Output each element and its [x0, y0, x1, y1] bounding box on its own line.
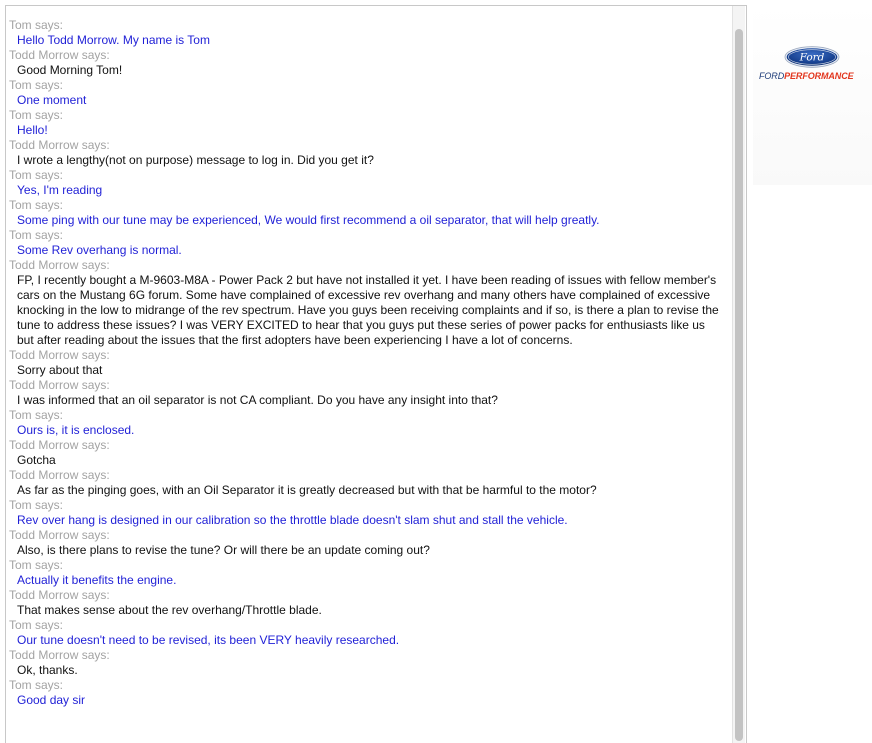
message-text: Gotcha	[17, 453, 56, 467]
ford-performance-wordmark	[759, 71, 854, 81]
ford-logo-wordmark: Ford	[799, 51, 825, 64]
chat-message	[9, 228, 721, 258]
message-text: Hello Todd Morrow. My name is Tom	[17, 33, 210, 47]
scrollbar-thumb[interactable]	[735, 29, 743, 741]
transcript-list	[9, 18, 721, 708]
message-text: Hello!	[17, 123, 48, 137]
chat-message	[9, 558, 721, 588]
message-speaker-label: Tom says:	[9, 228, 64, 242]
chat-message	[9, 198, 721, 228]
chat-message	[9, 18, 721, 48]
message-speaker-label: Todd Morrow says:	[9, 378, 110, 392]
message-text: Some ping with our tune may be experienced, We would first recommend a oil separator, that will help greatly.	[17, 213, 600, 227]
message-speaker-label: Tom says:	[9, 678, 64, 692]
chat-message	[9, 48, 721, 78]
message-speaker-label: Tom says:	[9, 198, 64, 212]
message-text: Sorry about that	[17, 363, 103, 377]
message-speaker-label: Todd Morrow says:	[9, 48, 110, 62]
chat-message	[9, 588, 721, 618]
message-text: Yes, I'm reading	[17, 183, 103, 197]
chat-message	[9, 408, 721, 438]
message-text: Also, is there plans to revise the tune? Or will there be an update coming out?	[17, 543, 430, 557]
message-text: Good Morning Tom!	[17, 63, 123, 77]
ford-oval-logo-icon	[784, 46, 840, 68]
message-speaker-label: Tom says:	[9, 78, 64, 92]
chat-message	[9, 78, 721, 108]
message-text: Some Rev overhang is normal.	[17, 243, 182, 257]
chat-message	[9, 618, 721, 648]
chat-message	[9, 468, 721, 498]
wordmark-ford: FORD	[759, 71, 785, 81]
brand-panel	[753, 5, 872, 185]
message-speaker-label: Tom says:	[9, 618, 64, 632]
chat-message	[9, 528, 721, 558]
message-speaker-label: Todd Morrow says:	[9, 468, 110, 482]
message-text: Our tune doesn't need to be revised, its been VERY heavily researched.	[17, 633, 400, 647]
message-speaker-label: Tom says:	[9, 18, 64, 32]
chat-message	[9, 498, 721, 528]
chat-message	[9, 138, 721, 168]
message-text: One moment	[17, 93, 87, 107]
message-text: Good day sir	[17, 693, 86, 707]
message-speaker-label: Todd Morrow says:	[9, 588, 110, 602]
message-text: Ok, thanks.	[17, 663, 78, 677]
message-text: As far as the pinging goes, with an Oil Separator it is greatly decreased but with that be harmful to the motor?	[17, 483, 597, 497]
transcript-scrollbar[interactable]	[732, 6, 745, 743]
message-text: FP, I recently bought a M-9603-M8A - Power Pack 2 but have not installed it yet. I have been reading of issues with fellow member's cars on the Mustang 6G forum. Some have complained of excessive rev overhang and many others have complained of excessive knocking in the low to midrange of the rev spectrum. Have you guys been receiving complaints and if so, is there a plan to revise the tune to address these issues? I was VERY EXCITED to hear that you guys put these series of power packs for enthusiasts like us but after reading about the issues that the first adopters have been experiencing I have a lot of concerns.	[17, 273, 719, 347]
message-text: I wrote a lengthy(not on purpose) message to log in. Did you get it?	[17, 153, 374, 167]
message-speaker-label: Todd Morrow says:	[9, 438, 110, 452]
message-text: I was informed that an oil separator is not CA compliant. Do you have any insight into that?	[17, 393, 498, 407]
message-speaker-label: Todd Morrow says:	[9, 258, 110, 272]
chat-message	[9, 438, 721, 468]
message-speaker-label: Todd Morrow says:	[9, 648, 110, 662]
message-speaker-label: Tom says:	[9, 408, 64, 422]
chat-message	[9, 168, 721, 198]
chat-message	[9, 378, 721, 408]
chat-message	[9, 648, 721, 678]
message-text: Actually it benefits the engine.	[17, 573, 177, 587]
message-speaker-label: Todd Morrow says:	[9, 138, 110, 152]
chat-message	[9, 108, 721, 138]
chat-message	[9, 348, 721, 378]
message-text: Ours is, it is enclosed.	[17, 423, 135, 437]
wordmark-performance: PERFORMANCE	[784, 71, 854, 81]
message-text: That makes sense about the rev overhang/Throttle blade.	[17, 603, 322, 617]
message-speaker-label: Todd Morrow says:	[9, 528, 110, 542]
message-text: Rev over hang is designed in our calibration so the throttle blade doesn't slam shut and stall the vehicle.	[17, 513, 568, 527]
chat-message	[9, 678, 721, 708]
message-speaker-label: Tom says:	[9, 498, 64, 512]
message-speaker-label: Todd Morrow says:	[9, 348, 110, 362]
message-speaker-label: Tom says:	[9, 558, 64, 572]
message-speaker-label: Tom says:	[9, 108, 64, 122]
chat-message	[9, 258, 721, 348]
chat-transcript-panel[interactable]	[5, 5, 747, 743]
message-speaker-label: Tom says:	[9, 168, 64, 182]
